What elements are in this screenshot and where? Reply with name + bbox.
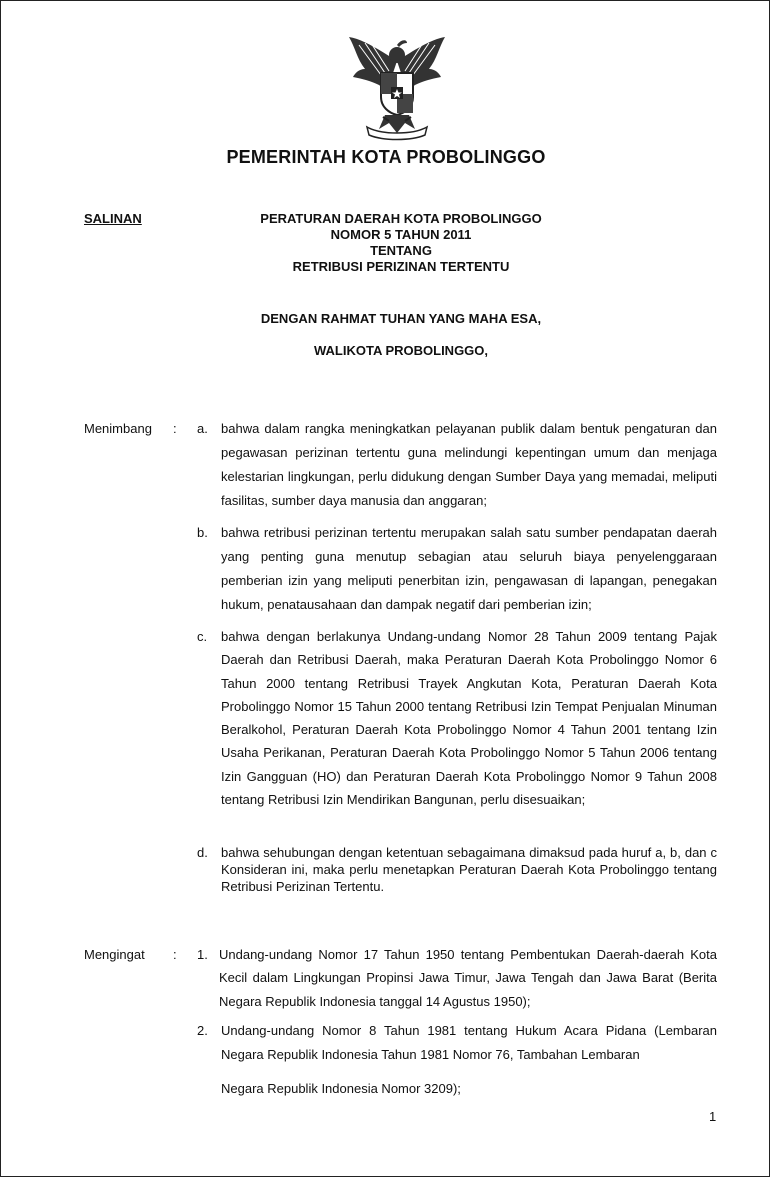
garuda-emblem-icon xyxy=(341,31,453,143)
mengingat-label: Mengingat xyxy=(84,947,145,962)
menimbang-item-b xyxy=(197,521,717,617)
menimbang-label: Menimbang xyxy=(84,421,152,436)
page-number: 1 xyxy=(709,1109,717,1124)
menimbang-item-c xyxy=(197,625,717,811)
regulation-number: NOMOR 5 TAHUN 2011 xyxy=(330,227,472,242)
mayor-line: WALIKOTA PROBOLINGGO, xyxy=(313,343,489,358)
menimbang-item-d xyxy=(197,844,717,895)
item-marker: d. xyxy=(197,845,208,860)
regulation-subject: RETRIBUSI PERIZINAN TERTENTU xyxy=(292,259,510,274)
item-marker: 1. xyxy=(197,947,208,962)
item-marker: b. xyxy=(197,525,208,540)
menimbang-colon: : xyxy=(173,421,177,436)
regulation-about: TENTANG xyxy=(370,243,432,258)
copy-label: SALINAN xyxy=(84,211,142,226)
item-text: bahwa sehubungan dengan ketentuan sebagaimana dimaksud pada huruf a, b, dan c Konsideran ini, maka perlu menetapkan Peraturan Daerah Kota Probolinggo tentang Retribusi Perizinan Tertentu. xyxy=(221,845,717,894)
item-text: Undang-undang Nomor 8 Tahun 1981 tentang Hukum Acara Pidana (Lembaran Negara Republik Indonesia Tahun 1981 Nomor 76, Tambahan Lembaran xyxy=(221,1023,717,1062)
item-text: bahwa retribusi perizinan tertentu merupakan salah satu sumber pendapatan daerah yang penting guna menutup sebagian atau seluruh biaya penyelenggaraan pemberian izin yang meliputi penerbitan izin, pengawasan di lapangan, penegakan hukum, penatausahaan dan dampak negatif dari pemberian izin; xyxy=(221,525,717,612)
menimbang-item-a xyxy=(197,417,717,513)
regulation-title: PERATURAN DAERAH KOTA PROBOLINGGO xyxy=(260,211,542,226)
item-text-continued: Negara Republik Indonesia Nomor 3209); xyxy=(221,1081,461,1096)
mengingat-colon: : xyxy=(173,947,177,962)
item-text: bahwa dalam rangka meningkatkan pelayanan publik dalam bentuk pengaturan dan pegawasan perizinan tertentu guna melindungi kepentingan umum dan menjaga kelestarian lingkungan, perlu didukung dengan Sumber Daya yang memadai, meliputi fasilitas, sumber daya manusia dan anggaran; xyxy=(221,421,717,508)
mengingat-item-1 xyxy=(197,943,717,1013)
regulation-heading xyxy=(201,211,601,275)
item-text: bahwa dengan berlakunya Undang-undang Nomor 28 Tahun 2009 tentang Pajak Daerah dan Retribusi Daerah, maka Peraturan Daerah Kota Probolinggo Nomor 6 Tahun 2000 tentang Retribusi Trayek Angkutan Kota, Peraturan Daerah Kota Probolinggo Nomor 15 Tahun 2000 tentang Retribusi Izin Tempat Penjualan Minuman Beralkohol, Peraturan Daerah Kota Probolinggo Nomor 4 Tahun 2001 tentang Izin Usaha Perikanan, Peraturan Daerah Kota Probolinggo Nomor 5 Tahun 2006 tentang Izin Gangguan (HO) dan Peraturan Daerah Kota Probolinggo Nomor 9 Tahun 2008 tentang Retribusi Izin Mendirikan Bangunan, perlu disesuaikan; xyxy=(221,629,717,808)
blessing-line: DENGAN RAHMAT TUHAN YANG MAHA ESA, xyxy=(260,311,542,326)
item-marker: c. xyxy=(197,629,208,644)
item-marker: 2. xyxy=(197,1023,208,1038)
item-marker: a. xyxy=(197,421,208,436)
government-title: PEMERINTAH KOTA PROBOLINGGO xyxy=(226,147,546,167)
item-text: Undang-undang Nomor 17 Tahun 1950 tentang Pembentukan Daerah-daerah Kota Kecil dalam Lingkungan Propinsi Jawa Timur, Jawa Tengah dan Jawa Barat (Berita Negara Republik Indonesia tanggal 14 Agustus 1950); xyxy=(219,947,717,1009)
mengingat-item-2 xyxy=(197,1019,717,1101)
